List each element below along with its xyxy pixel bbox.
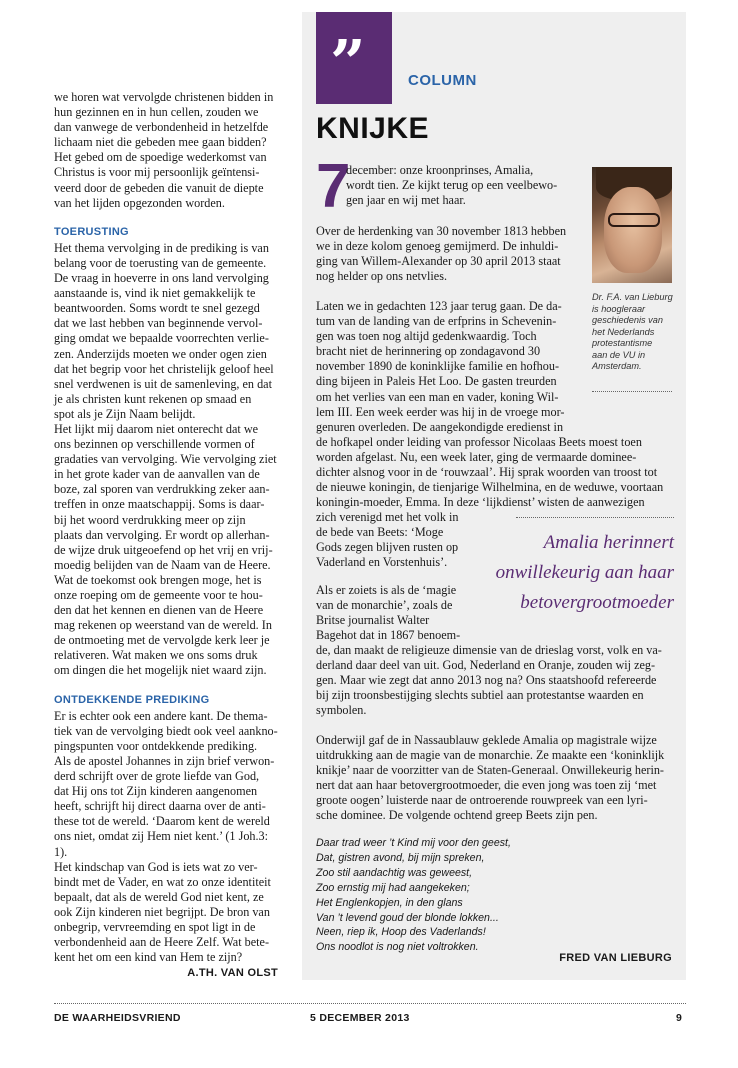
text-line: lichaam niet die gebeden mee gaan bidden?: [54, 135, 267, 150]
text-line: zich verenigd met het volk in: [316, 510, 459, 524]
photo-glasses: [608, 213, 660, 227]
text-line: Zoo ernstig mij had aangekeken;: [316, 881, 470, 894]
pullquote-divider: [516, 517, 674, 518]
column-paragraph-3a: [316, 583, 460, 643]
text-line: de ontmoeting met de vervolgde kerk leer je: [54, 633, 270, 648]
text-line: veerd door de gebeden die vanuit de diepte: [54, 180, 264, 195]
text-line: Bagehot dat in 1867 benoem-: [316, 628, 461, 643]
text-line: je als christen kunt rekenen op smaad en: [54, 391, 252, 406]
author-photo: [592, 167, 672, 283]
text-line: ook Zijn kinderen niet begrijpt. De bron van: [54, 904, 270, 919]
pullquote: [470, 528, 674, 618]
text-line: is hoogleraar: [592, 303, 646, 314]
text-line: onwillekeurig aan haar: [495, 562, 674, 583]
text-line: 1).: [54, 844, 68, 859]
text-line: om dingen die het mogelijk niet waard zijn.: [54, 663, 267, 678]
text-line: gen was toen nog altijd gedenkwaardig. Toch: [316, 329, 537, 344]
poem: [316, 836, 511, 955]
text-line: Het gebed om de spoedige wederkomst van: [54, 150, 267, 165]
text-line: nert dat aan haar betovergrootmoeder, die even jong was toen zij ‘met: [316, 778, 657, 793]
text-line: bindt met de Vader, en wat zo onze identiteit: [54, 874, 271, 889]
text-line: ons niet, omdat zij Hem niet kent.’ (1 Joh.3:: [54, 829, 269, 844]
text-line: Amalia herinnert: [543, 532, 674, 553]
text-line: de hofkapel onder leiding van professor Nicolaas Beets moest toen: [316, 435, 642, 449]
drop-cap: 7: [316, 152, 351, 221]
column-paragraph-3b: [316, 643, 662, 718]
caption-divider: [592, 391, 672, 392]
column-title: KNIJKE: [316, 112, 430, 145]
left-article: [54, 90, 278, 981]
column-paragraph-2b: [316, 435, 663, 510]
text-line: Neen, riep ik, Hoop des Vaderlands!: [316, 926, 486, 939]
text-line: Over de herdenking van 30 november 1813 hebben: [316, 224, 567, 238]
author-left: A.TH. VAN OLST: [187, 967, 278, 980]
text-line: De vraag in hoeverre in ons land vervolging: [54, 271, 269, 286]
text-line: aan de VU in: [592, 349, 646, 360]
text-line: koningin-moeder, Emma. In deze ‘lijkdienst’ wisten de aanwezigen: [316, 495, 645, 510]
text-line: Onderwijl gaf de in Nassaublauw geklede Amalia op magistrale wijze: [316, 733, 657, 747]
text-line: Het lijkt mij daarom niet onterecht dat we: [54, 421, 259, 436]
text-line: Laten we in gedachten 123 jaar terug gaan. De da-: [316, 299, 562, 313]
text-line: de bede van Beets: ‘Moge: [316, 525, 444, 540]
text-line: bepaalt, dat als de wereld God niet kent, ze: [54, 889, 264, 904]
byline: FRED VAN LIEBURG: [559, 952, 672, 964]
text-line: pingspunten voor ontdekkende prediking.: [54, 738, 258, 753]
text-line: Christus is voor mij persoonlijk geïntensi-: [54, 165, 260, 180]
text-line: genuren overleden. De aangekondigde eredienst in: [316, 419, 564, 434]
footer-publication: DE WAARHEIDSVRIEND: [54, 1012, 181, 1024]
text-line: Vaderland en Vorstenhuis’.: [316, 555, 448, 570]
text-line: bracht niet de herinnering op zondagavond 30: [316, 344, 541, 359]
text-line: geschiedenis van: [592, 315, 663, 325]
column-paragraph-1: [316, 224, 566, 284]
text-line: sche dominee. De volgende ochtend greep Beets zijn pen.: [316, 808, 598, 823]
text-line: aanstaande is, vind ik niet gemakkelijk te: [54, 286, 256, 301]
text-line: gen. Maar wie zegt dat anno 2013 nog na? Ons staatshoofd refereerde: [316, 673, 657, 688]
text-line: dat Hij ons tot Zijn kinderen aangenomen: [54, 784, 258, 799]
text-line: dat het begrip voor het christelijk geloof heel: [54, 361, 274, 376]
text-line: treffen in onze maatschappij. Soms is daar-: [54, 497, 265, 512]
text-line: Gods zegen blijven rusten op: [316, 540, 459, 555]
text-line: Als er zoiets is als de ‘magie: [316, 583, 457, 597]
text-line: wordt tien. Ze kijkt terug op een veelbewo-: [346, 178, 558, 193]
text-line: derland daar deel van uit. God, Nederland en Oranje, zouden wij zeg-: [316, 658, 656, 673]
quote-mark-icon: ”: [330, 26, 366, 99]
left-section-toerusting: [54, 241, 278, 679]
text-line: nog helder op ons netvlies.: [316, 269, 447, 284]
text-line: these tot de wereld. ‘Daarom kent de wereld: [54, 814, 270, 829]
text-line: moedig belijden van de Naam van de Heere.: [54, 557, 271, 572]
text-line: Van ’t levend goud der blonde lokken...: [316, 911, 499, 924]
text-line: Ons noodlot is nog niet voltrokken.: [316, 941, 479, 954]
text-line: november 1890 de koninklijke familie en hofhou-: [316, 359, 560, 374]
text-line: Daar trad weer ’t Kind mij voor den geest,: [316, 837, 511, 849]
text-line: zen. Anderzijds moeten we onder ogen zien: [54, 346, 267, 361]
text-line: de, dan maakt de religieuze dimensie van de drieslag vorst, volk en va-: [316, 643, 662, 657]
text-line: om het verlies van een man en vader, koning Wil-: [316, 389, 559, 404]
text-line: Er is echter ook een andere kant. De thema-: [54, 708, 268, 723]
column-paragraph-4: [316, 733, 664, 824]
text-line: belang voor de toerusting van de gemeente.: [54, 255, 267, 270]
text-line: gen jaar en wij met haar.: [346, 193, 466, 208]
column-paragraph-2c: [316, 510, 458, 570]
text-line: onbegrip, vervreemding en spot ligt in de: [54, 919, 256, 934]
text-line: mag rekenen op weerstand van de wereld. In: [54, 618, 272, 633]
text-line: onze roeping om de gemeente voor te hou-: [54, 588, 263, 602]
text-line: gradaties van vervolging. Wie vervolging ziet: [54, 452, 277, 467]
text-line: de wijze druk uitgeoefend op het vrij en vrij-: [54, 542, 273, 557]
column-lead: [346, 163, 557, 208]
text-line: Dat, gistren avond, bij mijn spreken,: [316, 851, 485, 864]
text-line: snel verdwenen is uit de samenleving, en dat: [54, 376, 272, 391]
text-line: we in deze kolom genoeg gemijmerd. De inhuldi-: [316, 239, 559, 254]
text-line: Zoo stil aandachtig was geweest,: [316, 866, 473, 879]
text-line: verbondenheid aan de Heere Zelf. Wat bete-: [54, 935, 270, 950]
text-line: Wat de toekomst ook brengen moge, het is: [54, 572, 262, 587]
text-line: het Nederlands: [592, 326, 655, 337]
text-line: ding bijeen in Paleis Het Loo. De gasten treurden: [316, 374, 557, 389]
text-line: dat we last hebben van beginnende vervol-: [54, 316, 263, 331]
text-line: Als de apostel Johannes in zijn brief verwon-: [54, 753, 275, 768]
text-line: knikje’ naar de voorzitter van de Staten-Generaal. Onwillekeurig herin-: [316, 763, 664, 778]
text-line: spot als je Zijn Naam belijdt.: [54, 406, 196, 421]
column-label: COLUMN: [408, 72, 477, 89]
left-section-prediking: [54, 709, 278, 966]
text-line: lem III. Een week eerder was hij in de vroege mor-: [316, 404, 565, 419]
text-line: hun gezinnen en in hun cellen, zouden we: [54, 105, 259, 120]
text-line: van de monarchie’, zoals de: [316, 598, 453, 613]
text-line: derd schrijft over de grote liefde van God,: [54, 769, 260, 784]
text-line: Het thema vervolging in de prediking is van: [54, 240, 269, 255]
text-line: boze, zal sporen van verdrukking zeker aan-: [54, 482, 270, 497]
text-line: tiek van de vervolging biedt ook veel aankno-: [54, 723, 278, 738]
text-line: dan vanwege de verbondenheid in hetzelfde: [54, 120, 269, 135]
text-line: worden afgelast. Nu, een week later, ging de vermaarde dominee-: [316, 450, 637, 465]
photo-caption: [592, 292, 676, 373]
text-line: de nieuwe koningin, de tienjarige Wilhelmina, en de weduwe, voortaan: [316, 480, 664, 495]
text-line: we horen wat vervolgde christenen bidden in: [54, 90, 274, 104]
text-line: kent het om een kind van Hem te zijn?: [54, 950, 243, 965]
text-line: bij zijn troonsbestijging slechts subtiel aan protestantse waarden en: [316, 688, 644, 703]
footer-divider: [54, 1003, 686, 1004]
text-line: relativeren. Wat maken we ons soms druk: [54, 648, 258, 663]
column-paragraph-2a: [316, 299, 564, 435]
text-line: heeft, schrijft hij direct daarna over de anti-: [54, 799, 266, 814]
text-line: Het Englenkopjen, in den glans: [316, 896, 463, 909]
text-line: Britse journalist Walter: [316, 613, 430, 628]
text-line: Het kindschap van God is iets wat zo ver-: [54, 859, 258, 874]
footer-page-number: 9: [676, 1012, 683, 1024]
text-line: Dr. F.A. van Lieburg: [592, 292, 673, 302]
text-line: uitdrukking aan de magie van de monarchie. Ze maakte een ‘koninklijk: [316, 748, 665, 763]
text-line: groote oogen’ luisterde naar de ontroerende rouwpreek van een lyri-: [316, 793, 648, 808]
text-line: plaats dan vervolging. Er wordt op allerhan-: [54, 527, 270, 542]
text-line: bij het woord verdrukking meer op zijn: [54, 512, 246, 527]
text-line: ons bezinnen op verschillende vormen of: [54, 437, 255, 452]
text-line: december: onze kroonprinses, Amalia,: [346, 163, 534, 177]
text-line: in het grote kader van de aanvallen van de: [54, 467, 260, 482]
photo-face: [604, 187, 662, 273]
heading-toerusting: TOERUSTING: [54, 225, 129, 238]
text-line: symbolen.: [316, 703, 367, 718]
text-line: protestantisme: [592, 338, 653, 348]
text-line: ging omdat we bepaalde voorrechten verlie-: [54, 331, 269, 346]
footer-date: 5 DECEMBER 2013: [310, 1012, 410, 1024]
text-line: betovergrootmoeder: [520, 592, 674, 613]
text-line: dichter alsnog voor in de ‘rouwzaal’. Hij sprak woorden van troost tot: [316, 465, 658, 480]
text-line: ging van Willem-Alexander op 30 april 2013 staat: [316, 254, 561, 269]
heading-ontdekkende-prediking: ONTDEKKENDE PREDIKING: [54, 693, 210, 706]
text-line: van het lijden opgezonden worden.: [54, 195, 225, 210]
text-line: den dat het kennen en dienen van de Heere: [54, 603, 264, 618]
left-intro: [54, 90, 278, 211]
text-line: tum van de landing van de erfprins in Schevenin-: [316, 314, 557, 329]
text-line: Amsterdam.: [592, 361, 642, 371]
text-line: beantwoorden. Soms wordt te snel gezegd: [54, 301, 260, 316]
